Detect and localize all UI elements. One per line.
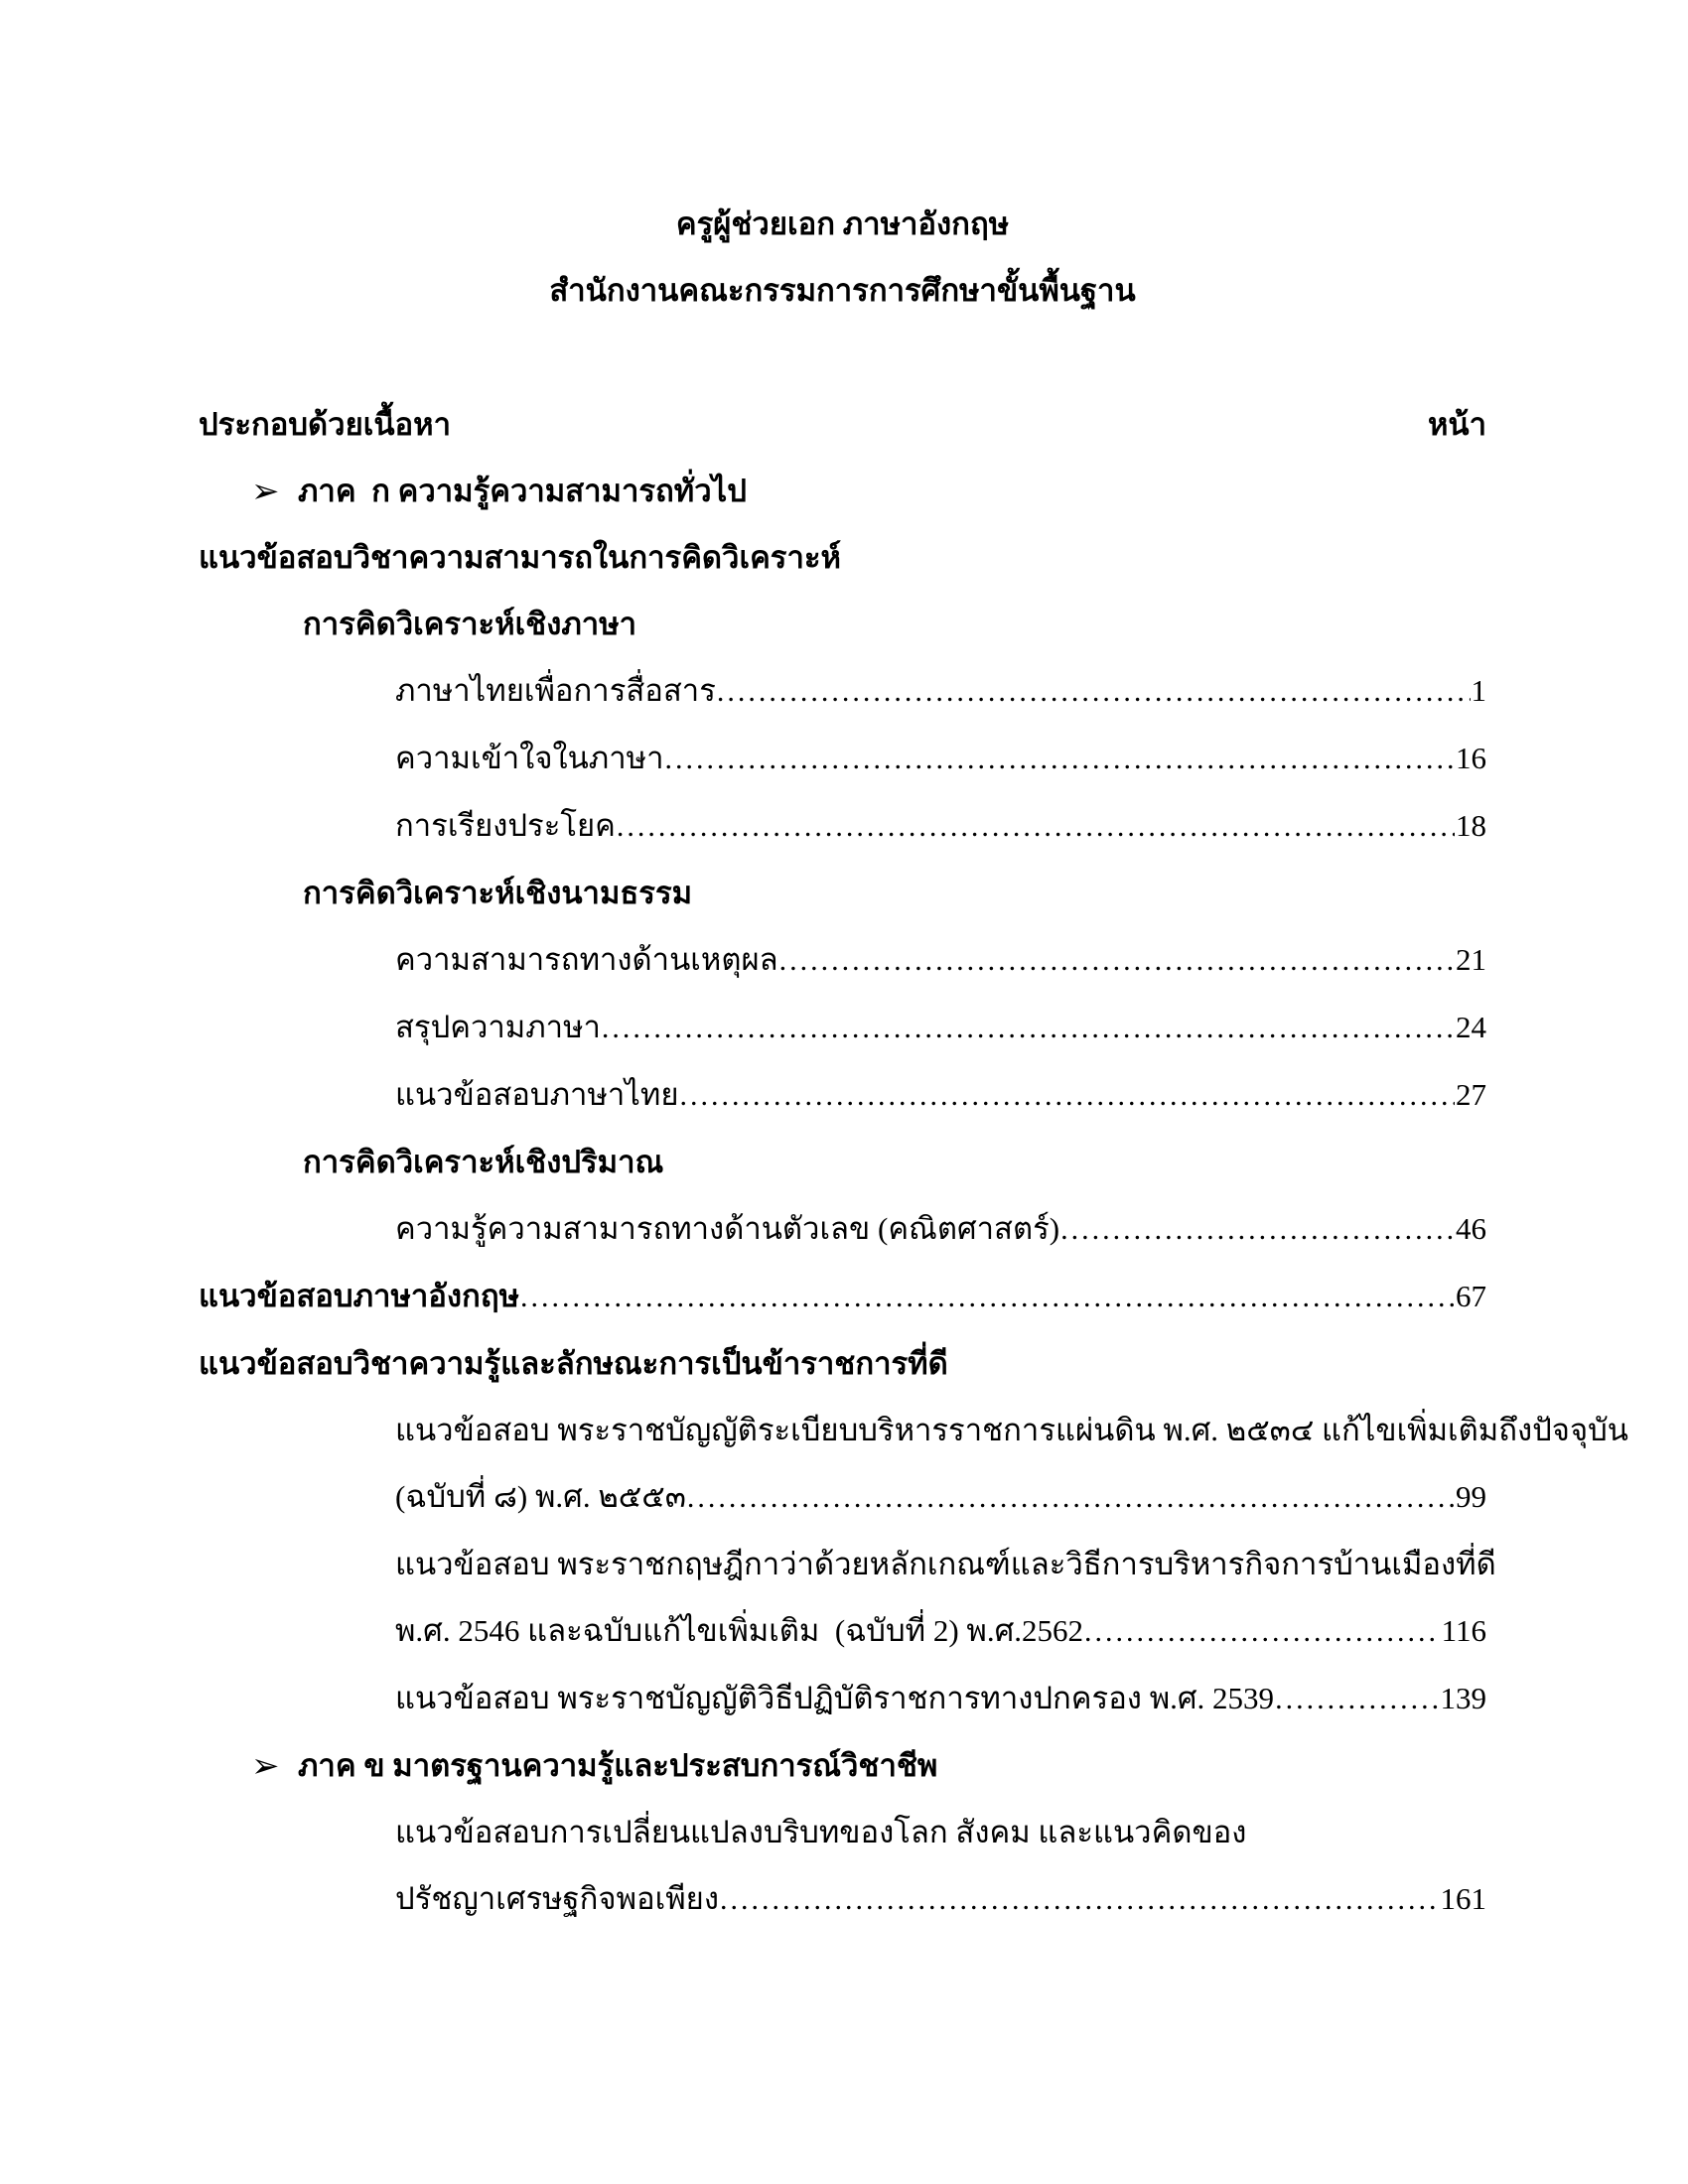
dot-leader bbox=[717, 657, 1471, 725]
toc-entry-row bbox=[199, 725, 1486, 792]
page-number: 27 bbox=[1456, 1077, 1486, 1112]
page-number: 116 bbox=[1441, 1613, 1486, 1648]
toc-heading-row bbox=[199, 860, 1486, 926]
dot-leader bbox=[617, 792, 1455, 860]
toc-item-label: การคิดวิเคราะห์เชิงภาษา bbox=[303, 607, 637, 641]
page-number: 24 bbox=[1456, 1010, 1486, 1044]
toc-item-label: แนวข้อสอบวิชาความสามารถในการคิดวิเคราะห์ bbox=[199, 540, 841, 575]
toc-heading-row bbox=[199, 1799, 1486, 1865]
toc-section-row bbox=[199, 458, 1486, 524]
toc-item-label: ปรัชญาเศรษฐกิจพอเพียง bbox=[395, 1881, 719, 1916]
toc-entry-row bbox=[199, 1061, 1486, 1129]
toc-item-label: การเรียงประโยค bbox=[395, 808, 616, 843]
dot-leader bbox=[720, 1865, 1440, 1933]
toc-entry-row bbox=[199, 994, 1486, 1061]
toc-entry-row bbox=[199, 926, 1486, 994]
toc-item-label: การคิดวิเคราะห์เชิงนามธรรม bbox=[303, 876, 693, 910]
dot-leader bbox=[520, 1263, 1455, 1330]
dot-leader bbox=[1060, 1195, 1455, 1263]
toc-item-label: ความเข้าใจในภาษา bbox=[395, 741, 664, 775]
dot-leader bbox=[687, 1463, 1455, 1531]
page-number: 67 bbox=[1456, 1279, 1486, 1313]
toc-item-label: ความสามารถทางด้านเหตุผล bbox=[395, 942, 778, 977]
toc-item-label: การคิดวิเคราะห์เชิงปริมาณ bbox=[303, 1145, 664, 1179]
dot-leader bbox=[1275, 1665, 1439, 1732]
toc-item-label: ภาค ก ความรู้ความสามารถทั่วไป bbox=[298, 474, 747, 508]
page-number: 99 bbox=[1456, 1479, 1486, 1514]
toc-entry-row bbox=[199, 1665, 1486, 1732]
arrowhead-bullet-icon: ➢ bbox=[251, 472, 280, 511]
page-number: 21 bbox=[1456, 942, 1486, 977]
dot-leader bbox=[1084, 1597, 1441, 1665]
document-title-block bbox=[199, 191, 1486, 324]
page-number: 18 bbox=[1456, 808, 1486, 843]
toc-item-label: แนวข้อสอบ พระราชกฤษฎีกาว่าด้วยหลักเกณฑ์และวิธีการบริหารกิจการบ้านเมืองที่ดี bbox=[395, 1547, 1496, 1581]
toc-item-label: สรุปความภาษา bbox=[395, 1010, 601, 1044]
toc-heading-row bbox=[199, 1397, 1628, 1463]
toc-item-label: แนวข้อสอบภาษาอังกฤษ bbox=[199, 1279, 520, 1313]
dot-leader bbox=[779, 926, 1455, 994]
page-title: ครูผู้ช่วยเอก ภาษาอังกฤษ bbox=[675, 206, 1010, 241]
page-header-label: หน้า bbox=[1427, 407, 1486, 442]
page-number: 139 bbox=[1440, 1681, 1486, 1715]
dot-leader bbox=[602, 994, 1455, 1061]
toc-heading-row bbox=[199, 524, 1486, 591]
toc-heading-row bbox=[199, 1129, 1486, 1195]
page-number: 1 bbox=[1471, 673, 1486, 708]
page-subtitle: สำนักงานคณะกรรมการการศึกษาขั้นพื้นฐาน bbox=[549, 273, 1136, 308]
toc-item-label: แนวข้อสอบ พระราชบัญญัติวิธีปฏิบัติราชการทางปกครอง พ.ศ. 2539 bbox=[395, 1681, 1275, 1715]
page-number: 46 bbox=[1456, 1211, 1486, 1246]
toc-entry-row bbox=[199, 1195, 1486, 1263]
toc-item-label: แนวข้อสอบ พระราชบัญญัติระเบียบบริหารราชการแผ่นดิน พ.ศ. ๒๕๓๔ แก้ไขเพิ่มเติมถึงปัจจุบัน bbox=[395, 1413, 1628, 1447]
toc-entry-row bbox=[199, 1263, 1486, 1330]
toc-item-label: แนวข้อสอบวิชาความรู้และลักษณะการเป็นข้าราชการที่ดี bbox=[199, 1346, 948, 1381]
dot-leader bbox=[665, 725, 1456, 792]
contents-header-label: ประกอบด้วยเนื้อหา bbox=[199, 407, 451, 442]
toc-item-label: แนวข้อสอบการเปลี่ยนแปลงบริบทของโลก สังคม และแนวคิดของ bbox=[395, 1815, 1247, 1849]
page-number: 16 bbox=[1456, 741, 1486, 775]
toc-heading-row bbox=[199, 591, 1486, 657]
toc-item-label: ภาษาไทยเพื่อการสื่อสาร bbox=[395, 673, 716, 708]
toc-entry-row bbox=[199, 657, 1486, 725]
toc-entry-row bbox=[199, 792, 1486, 860]
page-number: 161 bbox=[1440, 1881, 1486, 1916]
toc-item-label: แนวข้อสอบภาษาไทย bbox=[395, 1077, 679, 1112]
toc-heading-row bbox=[199, 1531, 1496, 1597]
toc-list bbox=[199, 458, 1628, 1933]
dot-leader bbox=[679, 1061, 1455, 1129]
toc-entry-row bbox=[199, 1463, 1486, 1531]
toc-header-row bbox=[199, 391, 1486, 458]
toc-entry-row bbox=[199, 1865, 1486, 1933]
toc-item-label: พ.ศ. 2546 และฉบับแก้ไขเพิ่มเติม (ฉบับที่ 2) พ.ศ.2562 bbox=[395, 1613, 1084, 1648]
toc-entry-row bbox=[199, 1597, 1486, 1665]
toc-item-label: (ฉบับที่ ๘) พ.ศ. ๒๕๕๓ bbox=[395, 1479, 686, 1514]
toc-heading-row bbox=[199, 1330, 1486, 1397]
arrowhead-bullet-icon: ➢ bbox=[251, 1746, 280, 1786]
toc-item-label: ความรู้ความสามารถทางด้านตัวเลข (คณิตศาสตร์) bbox=[395, 1211, 1060, 1246]
toc-section-row bbox=[199, 1732, 1486, 1799]
toc-item-label: ภาค ข มาตรฐานความรู้และประสบการณ์วิชาชีพ bbox=[298, 1748, 938, 1783]
